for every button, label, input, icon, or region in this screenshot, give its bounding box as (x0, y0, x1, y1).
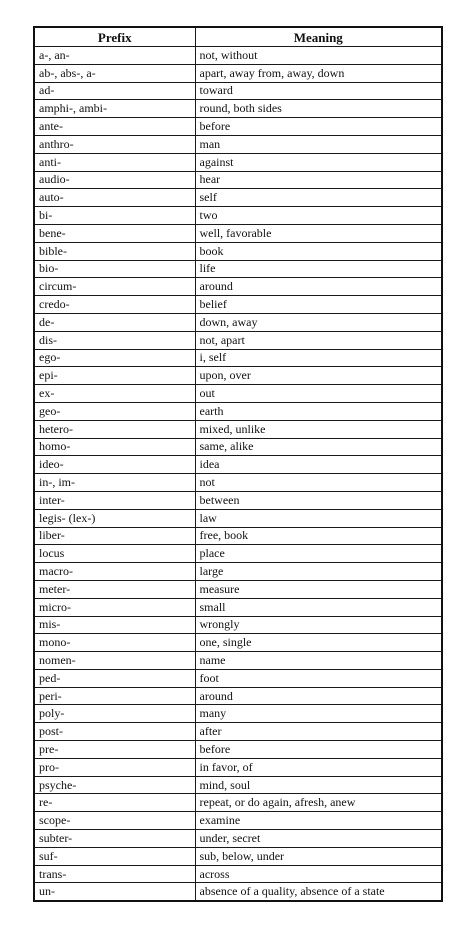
meaning-column-header: Meaning (195, 27, 442, 47)
meaning-cell: i, self (195, 349, 442, 367)
table-row (34, 723, 442, 741)
meaning-cell: foot (195, 669, 442, 687)
table-row (34, 669, 442, 687)
table-row (34, 171, 442, 189)
table-row (34, 527, 442, 545)
meaning-cell: before (195, 741, 442, 759)
prefix-cell: hetero- (34, 420, 195, 438)
table-row (34, 313, 442, 331)
meaning-cell: round, both sides (195, 100, 442, 118)
prefix-cell: ped- (34, 669, 195, 687)
table-row (34, 616, 442, 634)
table-row (34, 438, 442, 456)
table-row (34, 545, 442, 563)
prefix-cell: subter- (34, 830, 195, 848)
prefix-column-header: Prefix (34, 27, 195, 47)
meaning-cell: hear (195, 171, 442, 189)
meaning-cell: measure (195, 580, 442, 598)
table-row (34, 741, 442, 759)
table-row (34, 135, 442, 153)
table-row (34, 456, 442, 474)
prefix-cell: suf- (34, 847, 195, 865)
prefix-cell: homo- (34, 438, 195, 456)
table-row (34, 509, 442, 527)
prefix-cell: scope- (34, 812, 195, 830)
meaning-cell: down, away (195, 313, 442, 331)
meaning-cell: same, alike (195, 438, 442, 456)
prefix-cell: bene- (34, 224, 195, 242)
meaning-cell: mind, soul (195, 776, 442, 794)
meaning-cell: belief (195, 296, 442, 314)
meaning-cell: sub, below, under (195, 847, 442, 865)
prefix-cell: anti- (34, 153, 195, 171)
meaning-cell: life (195, 260, 442, 278)
prefix-cell: de- (34, 313, 195, 331)
table-row (34, 563, 442, 581)
meaning-cell: in favor, of (195, 758, 442, 776)
prefix-cell: macro- (34, 563, 195, 581)
table-row (34, 687, 442, 705)
meaning-cell: mixed, unlike (195, 420, 442, 438)
table-row (34, 847, 442, 865)
prefix-cell: pro- (34, 758, 195, 776)
prefix-meaning-table (33, 26, 443, 902)
prefix-cell: credo- (34, 296, 195, 314)
meaning-cell: not (195, 474, 442, 492)
prefix-cell: pre- (34, 741, 195, 759)
meaning-cell: one, single (195, 634, 442, 652)
prefix-cell: audio- (34, 171, 195, 189)
prefix-cell: bible- (34, 242, 195, 260)
table-row (34, 82, 442, 100)
meaning-cell: against (195, 153, 442, 171)
prefix-cell: circum- (34, 278, 195, 296)
prefix-cell: epi- (34, 367, 195, 385)
table-row (34, 242, 442, 260)
prefix-cell: post- (34, 723, 195, 741)
meaning-cell: many (195, 705, 442, 723)
meaning-cell: after (195, 723, 442, 741)
prefix-cell: bi- (34, 207, 195, 225)
meaning-cell: absence of a quality, absence of a state (195, 883, 442, 901)
table-row (34, 402, 442, 420)
meaning-cell: toward (195, 82, 442, 100)
prefix-cell: legis- (lex-) (34, 509, 195, 527)
prefix-cell: amphi-, ambi- (34, 100, 195, 118)
prefix-cell: mis- (34, 616, 195, 634)
table-row (34, 296, 442, 314)
prefix-cell: poly- (34, 705, 195, 723)
prefix-cell: auto- (34, 189, 195, 207)
table-row (34, 491, 442, 509)
prefix-cell: a-, an- (34, 47, 195, 65)
prefix-cell: inter- (34, 491, 195, 509)
meaning-cell: book (195, 242, 442, 260)
meaning-cell: apart, away from, away, down (195, 64, 442, 82)
meaning-cell: small (195, 598, 442, 616)
table-row (34, 652, 442, 670)
prefix-cell: un- (34, 883, 195, 901)
meaning-cell: idea (195, 456, 442, 474)
table-row (34, 474, 442, 492)
table-row (34, 865, 442, 883)
meaning-cell: free, book (195, 527, 442, 545)
prefix-cell: trans- (34, 865, 195, 883)
meaning-cell: not, without (195, 47, 442, 65)
prefix-cell: locus (34, 545, 195, 563)
table-row (34, 812, 442, 830)
table-row (34, 260, 442, 278)
meaning-cell: across (195, 865, 442, 883)
meaning-cell: not, apart (195, 331, 442, 349)
table-row (34, 207, 442, 225)
prefix-cell: micro- (34, 598, 195, 616)
table-row (34, 64, 442, 82)
table-row (34, 153, 442, 171)
table-row (34, 331, 442, 349)
prefix-cell: peri- (34, 687, 195, 705)
prefix-cell: liber- (34, 527, 195, 545)
prefix-cell: ad- (34, 82, 195, 100)
header-row (34, 27, 442, 47)
table-header (34, 27, 442, 47)
meaning-cell: place (195, 545, 442, 563)
table-row (34, 776, 442, 794)
prefix-cell: ante- (34, 118, 195, 136)
meaning-cell: between (195, 491, 442, 509)
table-row (34, 224, 442, 242)
prefix-cell: in-, im- (34, 474, 195, 492)
table-row (34, 634, 442, 652)
table-row (34, 118, 442, 136)
table-row (34, 598, 442, 616)
prefix-cell: re- (34, 794, 195, 812)
prefix-cell: nomen- (34, 652, 195, 670)
prefix-cell: ideo- (34, 456, 195, 474)
table-row (34, 385, 442, 403)
table-row (34, 47, 442, 65)
table-row (34, 758, 442, 776)
meaning-cell: repeat, or do again, afresh, anew (195, 794, 442, 812)
meaning-cell: around (195, 278, 442, 296)
meaning-cell: wrongly (195, 616, 442, 634)
table-row (34, 580, 442, 598)
meaning-cell: examine (195, 812, 442, 830)
table-row (34, 830, 442, 848)
meaning-cell: around (195, 687, 442, 705)
meaning-cell: man (195, 135, 442, 153)
meaning-cell: large (195, 563, 442, 581)
table-row (34, 349, 442, 367)
table-row (34, 367, 442, 385)
meaning-cell: two (195, 207, 442, 225)
prefix-cell: mono- (34, 634, 195, 652)
meaning-cell: before (195, 118, 442, 136)
table-row (34, 100, 442, 118)
meaning-cell: self (195, 189, 442, 207)
table-row (34, 278, 442, 296)
prefix-cell: anthro- (34, 135, 195, 153)
prefix-cell: ab-, abs-, a- (34, 64, 195, 82)
prefix-cell: ego- (34, 349, 195, 367)
table-row (34, 705, 442, 723)
meaning-cell: upon, over (195, 367, 442, 385)
meaning-cell: earth (195, 402, 442, 420)
prefix-cell: geo- (34, 402, 195, 420)
meaning-cell: well, favorable (195, 224, 442, 242)
prefix-cell: psyche- (34, 776, 195, 794)
table-row (34, 883, 442, 901)
table-row (34, 794, 442, 812)
meaning-cell: law (195, 509, 442, 527)
table-body (34, 47, 442, 902)
prefix-cell: dis- (34, 331, 195, 349)
prefix-cell: ex- (34, 385, 195, 403)
meaning-cell: name (195, 652, 442, 670)
prefix-cell: meter- (34, 580, 195, 598)
table-row (34, 189, 442, 207)
prefix-cell: bio- (34, 260, 195, 278)
table-row (34, 420, 442, 438)
meaning-cell: out (195, 385, 442, 403)
meaning-cell: under, secret (195, 830, 442, 848)
